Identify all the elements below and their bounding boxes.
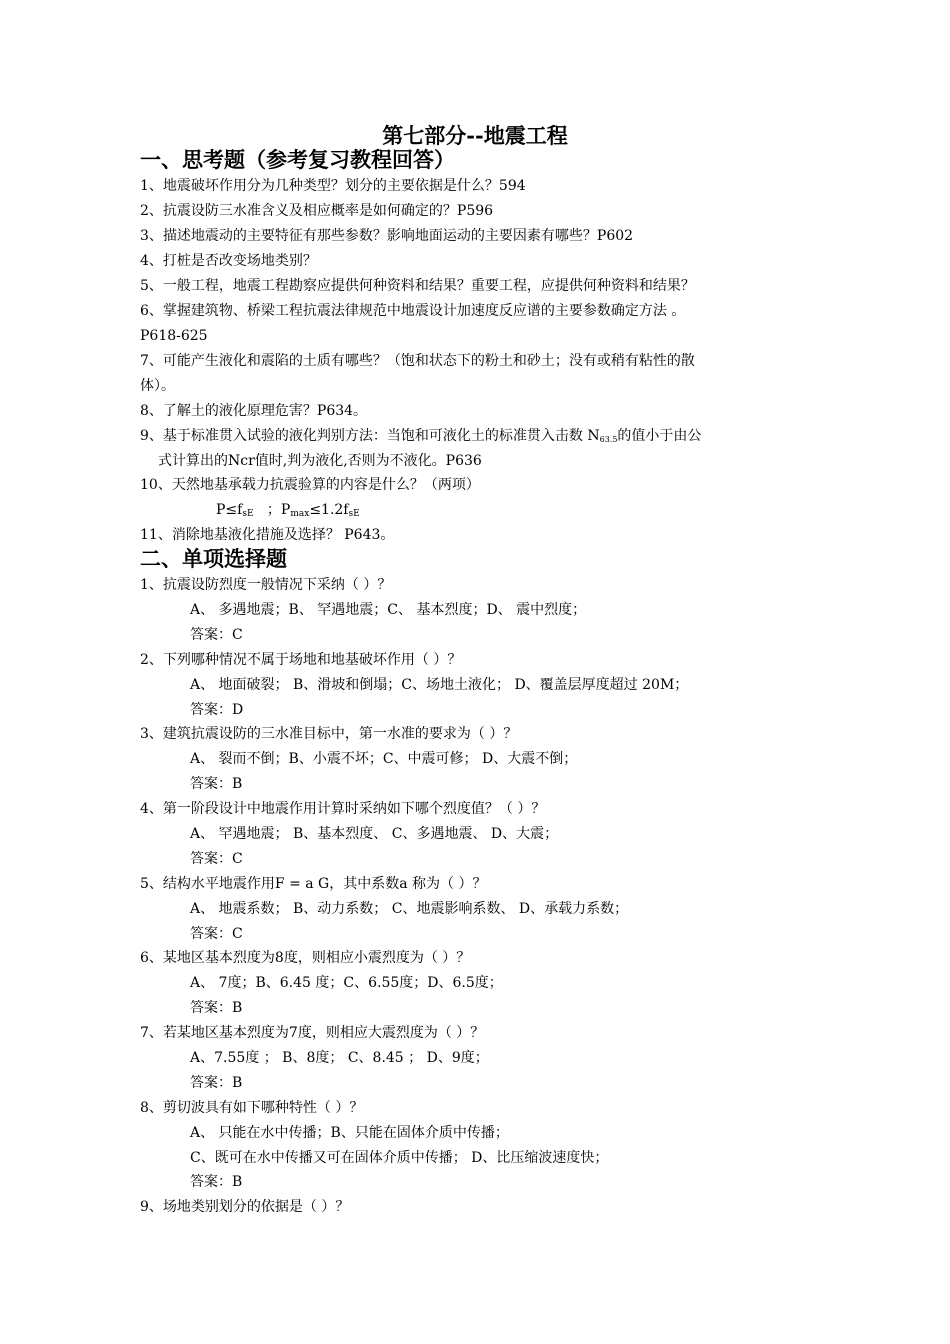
thinking-question-continuation: P618-625 [140, 328, 208, 344]
thinking-question: 4、打桩是否改变场地类别？ [140, 253, 317, 269]
thinking-question: 8、了解土的液化原理危害？P634。 [140, 403, 368, 419]
bearing-capacity-formula [216, 499, 360, 525]
choice-options: A、 7度；B、6.45 度；C、6.55度；D、6.5度； [190, 975, 503, 991]
choice-options: A、 罕遇地震； B、基本烈度、 C、多遇地震、 D、大震； [190, 826, 559, 842]
choice-question: 5、结构水平地震作用F = a G，其中系数a 称为（ ）？ [140, 876, 487, 892]
q9-subscript: 63.5 [599, 435, 618, 444]
choice-question: 9、场地类别划分的依据是（ ）？ [140, 1199, 350, 1215]
choice-answer: 答案：B [190, 1174, 243, 1190]
section-heading-1: 一、思考题（参考复习教程回答） [140, 147, 455, 172]
formula-subscript: sE [242, 509, 254, 519]
choice-answer: 答案：B [190, 1075, 243, 1091]
choice-options: A、 只能在水中传播；B、只能在固体介质中传播； [190, 1125, 509, 1141]
thinking-question: 7、可能产生液化和震陷的土质有哪些？（饱和状态下的粉土和砂土；没有或稍有粘性的散 [140, 353, 695, 369]
choice-answer: 答案：B [190, 776, 243, 792]
choice-options: C、既可在水中传播又可在固体介质中传播； D、比压缩波速度快； [190, 1150, 609, 1166]
choice-answer: 答案：C [190, 851, 243, 867]
thinking-question: 6、掌握建筑物、桥梁工程抗震法律规范中地震设计加速度反应谱的主要参数确定方法 。 [140, 303, 686, 319]
choice-answer: 答案：C [190, 926, 243, 942]
choice-question: 7、若某地区基本烈度为7度，则相应大震烈度为（ ）？ [140, 1025, 485, 1041]
choice-answer: 答案：D [190, 702, 244, 718]
page-title: 第七部分--地震工程 [382, 123, 568, 148]
choice-question: 8、剪切波具有如下哪种特性（ ）？ [140, 1100, 364, 1116]
thinking-question-continuation: 体）。 [140, 378, 175, 394]
thinking-question: 3、描述地震动的主要特征有那些参数？影响地面运动的主要因素有哪些？P602 [140, 228, 634, 244]
formula-subscript: max [290, 509, 310, 519]
thinking-question: 10、天然地基承载力抗震验算的内容是什么？（两项） [140, 477, 480, 493]
thinking-question: 11、消除地基液化措施及选择？ P643。 [140, 527, 395, 543]
section-heading-2: 二、单项选择题 [140, 546, 287, 571]
choice-question: 6、某地区基本烈度为8度，则相应小震烈度为（ ）？ [140, 950, 471, 966]
thinking-question: 2、抗震设防三水准含义及相应概率是如何确定的？P596 [140, 203, 494, 219]
choice-options: A、7.55度 ； B、8度； C、8.45 ； D、9度； [190, 1050, 489, 1066]
formula-subscript: sE [348, 509, 360, 519]
formula-part: ；P [253, 502, 291, 518]
choice-question: 4、第一阶段设计中地震作用计算时采纳如下哪个烈度值？（ ）？ [140, 801, 546, 817]
choice-question: 1、抗震设防烈度一般情况下采纳（ ）？ [140, 577, 392, 593]
choice-options: A、 地面破裂； B、滑坡和倒塌；C、场地土液化； D、覆盖层厚度超过 20M； [190, 677, 689, 693]
thinking-question: 5、一般工程，地震工程勘察应提供何种资料和结果？重要工程，应提供何种资料和结果？ [140, 278, 695, 294]
formula-part: ≤1.2f [309, 502, 349, 518]
formula-part: P≤f [216, 502, 243, 518]
thinking-question-continuation: 式计算出的Ncr值时,判为液化,否则为不液化。P636 [158, 453, 482, 469]
choice-answer: 答案：C [190, 627, 243, 643]
choice-options: A、 裂而不倒；B、小震不坏；C、中震可修； D、大震不倒； [190, 751, 578, 767]
thinking-question: 1、地震破坏作用分为几种类型？划分的主要依据是什么？594 [140, 178, 526, 194]
choice-question: 3、建筑抗震设防的三水准目标中，第一水准的要求为（ ）？ [140, 726, 518, 742]
q9-suffix: 的值小于由公 [617, 428, 702, 444]
choice-question: 2、下列哪种情况不属于场地和地基破坏作用（ ）？ [140, 652, 462, 668]
thinking-question-9 [140, 425, 701, 451]
q9-prefix: 9、基于标准贯入试验的液化判别方法：当饱和可液化土的标准贯入击数 N [140, 428, 600, 444]
choice-options: A、 地震系数； B、动力系数； C、地震影响系数、 D、承载力系数； [190, 901, 629, 917]
choice-options: A、 多遇地震；B、 罕遇地震；C、 基本烈度；D、 震中烈度； [190, 602, 587, 618]
choice-answer: 答案：B [190, 1000, 243, 1016]
